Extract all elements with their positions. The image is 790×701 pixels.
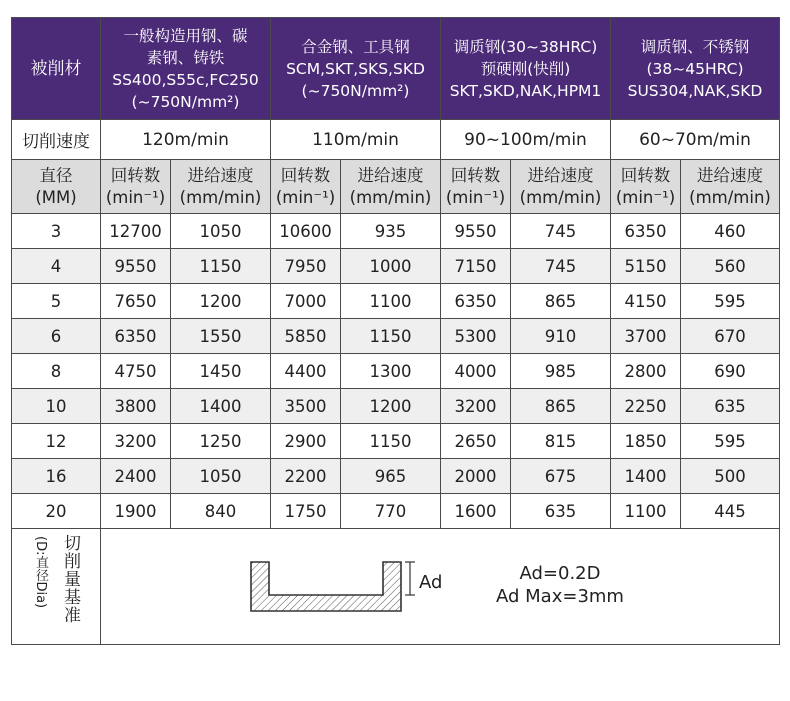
feed-cell: 560 (681, 249, 780, 284)
table-row (12, 319, 780, 354)
rpm-cell: 9550 (101, 249, 171, 284)
hatched-workpiece (251, 562, 401, 611)
rpm-cell: 1900 (101, 494, 171, 529)
rpm-header-line: 回转数 (110, 165, 161, 185)
cutting-depth-label: 切削量基准 (60, 533, 80, 624)
feed-cell: 985 (511, 354, 611, 389)
feed-cell: 1100 (341, 284, 441, 319)
feed-header-line: 进给速度 (357, 165, 424, 185)
diameter-cell: 8 (12, 354, 101, 389)
rpm-cell: 3800 (101, 389, 171, 424)
feed-cell: 1050 (171, 214, 271, 249)
feed-header (511, 160, 611, 214)
feed-cell: 1550 (171, 319, 271, 354)
material-label: 被削材 (12, 18, 101, 120)
cutting-speed-row (12, 120, 780, 160)
feed-cell: 1400 (171, 389, 271, 424)
material-group-3 (441, 18, 611, 120)
rpm-cell: 9550 (441, 214, 511, 249)
feed-cell: 1450 (171, 354, 271, 389)
feed-cell: 500 (681, 459, 780, 494)
feed-cell: 460 (681, 214, 780, 249)
material-group-4-line: 调质钢、不锈钢 (640, 37, 750, 56)
table-row (12, 354, 780, 389)
depth-dimension-label: Ad (419, 571, 443, 593)
feed-cell: 1200 (341, 389, 441, 424)
material-group-2-line: 合金钢、工具钢 (301, 37, 410, 56)
feed-cell: 1250 (171, 424, 271, 459)
cutting-speed-value: 60~70m/min (611, 120, 780, 160)
rpm-cell: 6350 (611, 214, 681, 249)
rpm-cell: 7150 (441, 249, 511, 284)
material-group-1-line: 一般构造用钢、碳 (123, 26, 248, 45)
diameter-cell: 12 (12, 424, 101, 459)
feed-cell: 770 (341, 494, 441, 529)
feed-cell: 815 (511, 424, 611, 459)
rpm-cell: 2200 (271, 459, 341, 494)
feed-cell: 595 (681, 284, 780, 319)
feed-cell: 935 (341, 214, 441, 249)
feed-cell: 1050 (171, 459, 271, 494)
table-row (12, 284, 780, 319)
material-group-3-line: SKT,SKD,NAK,HPM1 (449, 81, 602, 100)
rpm-cell: 1100 (611, 494, 681, 529)
material-group-1 (101, 18, 271, 120)
rpm-cell: 3200 (101, 424, 171, 459)
feed-cell: 1150 (171, 249, 271, 284)
feed-header-line: (mm/min) (519, 187, 602, 207)
rpm-cell: 5300 (441, 319, 511, 354)
diameter-cell: 10 (12, 389, 101, 424)
rpm-cell: 6350 (441, 284, 511, 319)
rpm-header (101, 160, 171, 214)
cutting-depth-diagram-cell (101, 529, 780, 645)
feed-cell: 910 (511, 319, 611, 354)
rpm-cell: 1850 (611, 424, 681, 459)
feed-cell: 595 (681, 424, 780, 459)
material-group-2-line: SCM,SKT,SKS,SKD (286, 59, 425, 78)
rpm-header (271, 160, 341, 214)
feed-cell: 1300 (341, 354, 441, 389)
rpm-cell: 3700 (611, 319, 681, 354)
table-row (12, 249, 780, 284)
cutting-depth-label-cell (12, 529, 101, 645)
feed-cell: 635 (681, 389, 780, 424)
feed-header (171, 160, 271, 214)
feed-header-line: (mm/min) (179, 187, 262, 207)
rpm-cell: 12700 (101, 214, 171, 249)
material-group-3-line: 预硬刚(快削) (480, 59, 571, 78)
cutting-speed-label: 切削速度 (12, 120, 101, 160)
rpm-cell: 7650 (101, 284, 171, 319)
cutting-depth-row (12, 529, 780, 645)
feed-cell: 745 (511, 214, 611, 249)
feed-cell: 1150 (341, 319, 441, 354)
rpm-cell: 7000 (271, 284, 341, 319)
diameter-cell: 3 (12, 214, 101, 249)
rpm-header-line: 回转数 (280, 165, 331, 185)
feed-cell: 840 (171, 494, 271, 529)
cutting-speed-value: 120m/min (101, 120, 271, 160)
rpm-cell: 4000 (441, 354, 511, 389)
rpm-cell: 2800 (611, 354, 681, 389)
feed-header (341, 160, 441, 214)
rpm-cell: 2650 (441, 424, 511, 459)
feed-cell: 445 (681, 494, 780, 529)
rpm-cell: 6350 (101, 319, 171, 354)
table-row (12, 459, 780, 494)
depth-formula-line: Ad Max=3mm (496, 585, 624, 607)
rpm-header (611, 160, 681, 214)
table-row (12, 214, 780, 249)
feed-cell: 865 (511, 284, 611, 319)
material-group-1-line: SS400,S55c,FC250 (112, 70, 259, 89)
feed-header (681, 160, 780, 214)
cutting-parameter-table (11, 17, 780, 645)
table-row (12, 494, 780, 529)
material-group-1-line: (~750N/mm²) (131, 92, 240, 111)
feed-header-line: 进给速度 (527, 165, 594, 185)
rpm-cell: 4150 (611, 284, 681, 319)
feed-cell: 675 (511, 459, 611, 494)
cutting-depth-diagram (101, 530, 779, 644)
material-group-2-line: (~750N/mm²) (301, 81, 410, 100)
rpm-cell: 3200 (441, 389, 511, 424)
diameter-header-line: (MM) (35, 187, 77, 207)
cutting-depth-label-box (12, 530, 98, 644)
diameter-cell: 20 (12, 494, 101, 529)
rpm-cell: 3500 (271, 389, 341, 424)
feed-cell: 670 (681, 319, 780, 354)
diameter-cell: 5 (12, 284, 101, 319)
rpm-cell: 2000 (441, 459, 511, 494)
material-group-4-line: (38~45HRC) (646, 59, 744, 78)
feed-cell: 745 (511, 249, 611, 284)
rpm-cell: 5150 (611, 249, 681, 284)
rpm-header-line: (min⁻¹) (105, 187, 166, 207)
rpm-header (441, 160, 511, 214)
rpm-cell: 5850 (271, 319, 341, 354)
feed-header-line: 进给速度 (187, 165, 254, 185)
rpm-cell: 10600 (271, 214, 341, 249)
feed-cell: 1150 (341, 424, 441, 459)
diameter-cell: 16 (12, 459, 101, 494)
diameter-header-line: 直径 (39, 165, 73, 185)
rpm-header-line: 回转数 (450, 165, 501, 185)
rpm-header-line: 回转数 (620, 165, 671, 185)
feed-cell: 965 (341, 459, 441, 494)
feed-cell: 865 (511, 389, 611, 424)
feed-header-line: (mm/min) (689, 187, 771, 207)
cutting-speed-value: 90~100m/min (441, 120, 611, 160)
depth-formula-line: Ad=0.2D (519, 562, 601, 584)
diameter-header (12, 160, 101, 214)
material-group-1-line: 素钢、铸铁 (146, 48, 225, 67)
rpm-cell: 2400 (101, 459, 171, 494)
rpm-header-line: (min⁻¹) (275, 187, 336, 207)
feed-header-line: 进给速度 (697, 165, 763, 185)
material-group-3-line: 调质钢(30~38HRC) (453, 37, 598, 56)
diameter-cell: 6 (12, 319, 101, 354)
rpm-cell: 1400 (611, 459, 681, 494)
cutting-speed-value: 110m/min (271, 120, 441, 160)
diameter-note: (D:直径Dia) (33, 535, 48, 608)
material-header-row (12, 18, 780, 120)
rpm-cell: 4750 (101, 354, 171, 389)
rpm-cell: 2250 (611, 389, 681, 424)
rpm-cell: 2900 (271, 424, 341, 459)
rpm-cell: 1600 (441, 494, 511, 529)
depth-formula (496, 562, 624, 608)
diameter-cell: 4 (12, 249, 101, 284)
feed-cell: 690 (681, 354, 780, 389)
rpm-header-line: (min⁻¹) (445, 187, 506, 207)
table-row (12, 389, 780, 424)
rpm-header-line: (min⁻¹) (615, 187, 676, 207)
feed-cell: 1000 (341, 249, 441, 284)
rpm-cell: 7950 (271, 249, 341, 284)
material-group-4-line: SUS304,NAK,SKD (627, 81, 763, 100)
feed-cell: 1200 (171, 284, 271, 319)
feed-cell: 635 (511, 494, 611, 529)
rpm-cell: 1750 (271, 494, 341, 529)
column-subheader-row (12, 160, 780, 214)
table-row (12, 424, 780, 459)
material-group-2 (271, 18, 441, 120)
feed-header-line: (mm/min) (349, 187, 432, 207)
rpm-cell: 4400 (271, 354, 341, 389)
material-group-4 (611, 18, 780, 120)
